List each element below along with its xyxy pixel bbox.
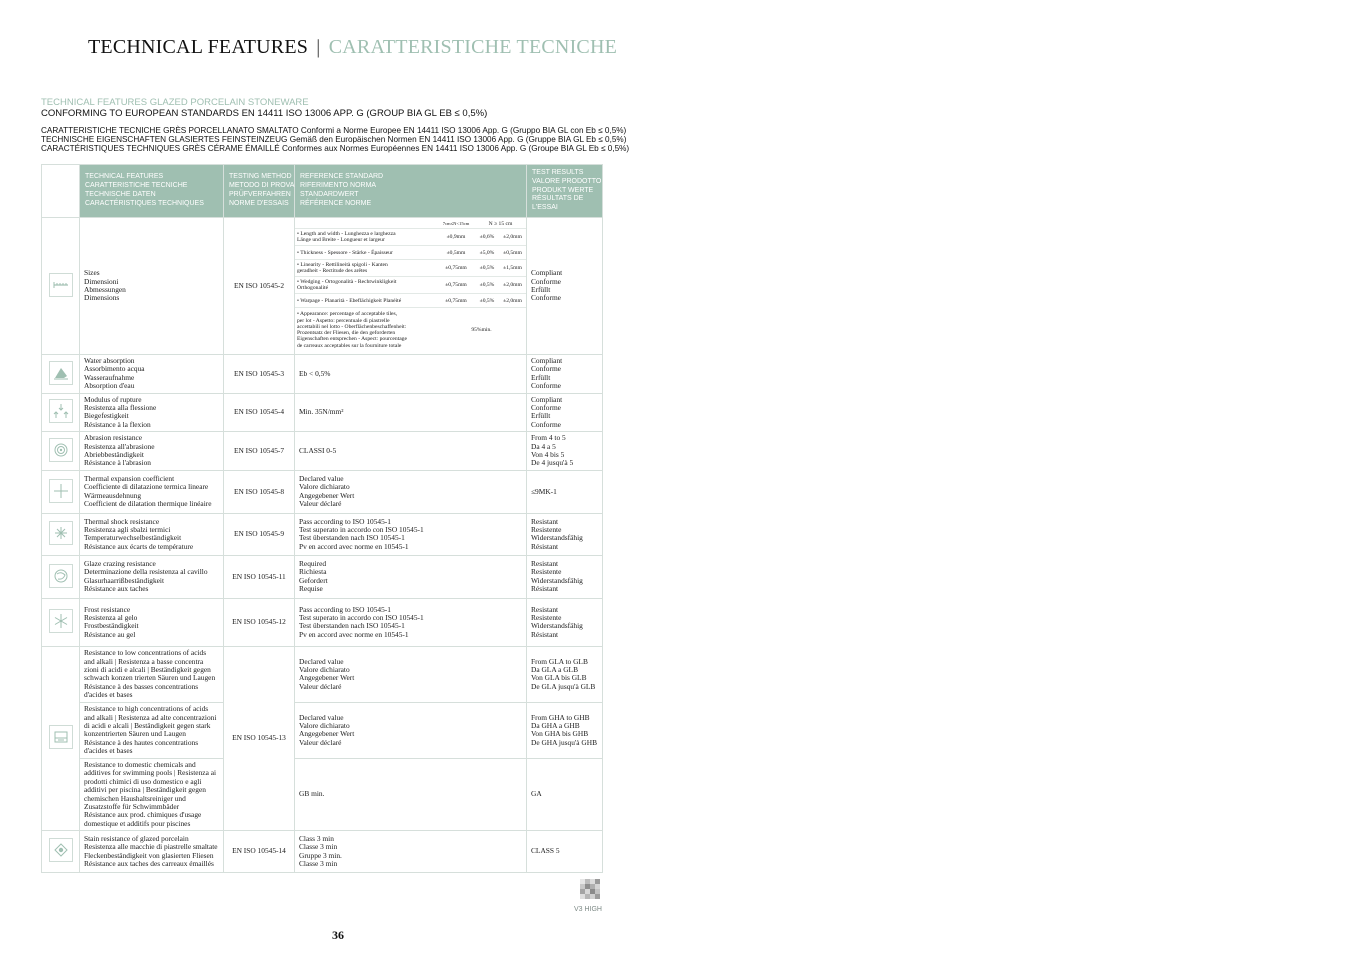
stain-result-1: CLASS 5 [531, 846, 560, 856]
ruler-icon [49, 273, 73, 297]
thermal-shock-reference-2: Test superato in accordo con ISO 10545-1 [299, 524, 424, 534]
abrasion-reference-1: CLASSI 0-5 [299, 445, 337, 455]
page-title [88, 36, 617, 59]
thermal-expansion-icon-cell [42, 470, 80, 513]
frost-feature [80, 598, 224, 646]
thermal-shock-feature-de: Temperaturwechselbeständigkeit [84, 533, 182, 543]
crazing-icon [49, 564, 73, 588]
stain-reference-3: Gruppe 3 min. [299, 850, 342, 860]
thermal-shock-feature-it: Resistenza agli sbalzi termici [84, 524, 171, 534]
stain-result [527, 831, 603, 873]
table-row-chemical-domestic [42, 758, 603, 830]
chemical-domestic-reference-1: GB min. [299, 789, 325, 799]
sizes-result-de: Erfüllt [531, 285, 551, 294]
thermal-shock-result-it: Resistente [531, 524, 562, 534]
sizes-appearance-label-3: accettabili nel lotto - Oberflächenbeschaffenheit: [297, 323, 407, 330]
sizes-row-warpage-v1: ±0,75mm [437, 294, 475, 308]
sizes-row-linearity [295, 260, 526, 277]
frost-reference-4: Pv en accord avec norme en 10545-1 [299, 629, 409, 639]
thermal-expansion-feature-de: Wärmeausdehnung [84, 490, 142, 500]
water-absorption-reference-1: Eb < 0,5% [299, 368, 331, 378]
sizes-row-thickness-v2: ±5,0% [475, 246, 499, 260]
crazing-reference-4: Requise [299, 584, 323, 594]
page-number: 36 [332, 928, 344, 942]
chemical-high-result-fr: De GHA jusqu'à GHB [531, 737, 597, 747]
chemical-low-reference-3: Angegebener Wert [299, 673, 355, 683]
sizes-result [527, 218, 603, 355]
stain-reference-4: Classe 3 min [299, 859, 338, 869]
water-absorption-icon-cell [42, 355, 80, 394]
chemical-domestic-feature-1: Resistance to domestic chemicals and [84, 759, 196, 769]
chemical-domestic-feature [80, 758, 224, 830]
header-method-en: TESTING METHOD [229, 173, 292, 181]
sizes-feature-fr: Dimensions [84, 293, 120, 303]
abrasion-feature-fr: Résistance à l'abrasion [84, 458, 152, 468]
chemical-low-feature-1: Resistance to low concentrations of acids [84, 648, 207, 658]
sizes-subtable-head [295, 220, 526, 229]
abrasion-icon-cell [42, 432, 80, 471]
sizes-subtable [295, 220, 526, 352]
thermal-expansion-reference-2: Valore dichiarato [299, 482, 350, 492]
chemical-high-result [527, 702, 603, 758]
thermal-expansion-reference-3: Angegebener Wert [299, 490, 355, 500]
thermal-expansion-result-1: ≤9MK-1 [531, 486, 557, 496]
header-features-en: TECHNICAL FEATURES [85, 173, 164, 181]
sizes-row-wedging-label-1: • Wedging - Ortogonalità - Rechtwinkligkeit [297, 279, 397, 286]
sizes-appearance-label-1: • Appearance: percentage of acceptable tiles, [297, 311, 398, 318]
thermal-expansion-reference-4: Valeur déclaré [299, 499, 342, 509]
stain-feature [80, 831, 224, 873]
sizes-result-fr: Conforme [531, 293, 561, 303]
chemical-domestic-feature-3: prodotti chimici di uso domestico e agli [84, 776, 202, 786]
sizes-appearance-label-5: Eigenschaften entsprechen - Aspect: pourcentage [297, 336, 407, 343]
thermal-shock-reference-4: Pv en accord avec norme en 10545-1 [299, 541, 409, 551]
frost-reference-3: Test überstanden nach ISO 10545-1 [299, 621, 405, 631]
sizes-appearance-value: 95%min. [437, 308, 526, 352]
sizes-row-linearity-v1: ±0,75mm [437, 260, 475, 277]
page-title-main: TECHNICAL FEATURES [88, 36, 309, 58]
chemical-low-reference-2: Valore dichiarato [299, 664, 350, 674]
chemical-domestic-feature-4: additivi per piscina | Beständigkeit gegen [84, 785, 206, 795]
chemical-low-reference-1: Declared value [299, 656, 344, 666]
chemical-high-feature [80, 702, 224, 758]
modulus-result-en: Compliant [531, 394, 563, 404]
abrasion-result [527, 432, 603, 471]
table-header-row [42, 165, 603, 218]
modulus-feature-it: Resistenza alla flessione [84, 403, 157, 413]
thermal-expansion-feature-it: Coefficiente di dilatazione termica lineare [84, 482, 209, 492]
table-row-modulus-of-rupture [42, 393, 603, 432]
chemical-high-result-de: Von GHA bis GHB [531, 729, 589, 739]
chemical-high-reference [295, 702, 527, 758]
sizes-feature [80, 218, 224, 355]
chemical-domestic-feature-6: Zusatzstoffe für Schwimmbäder [84, 801, 180, 811]
thermal-expansion-result [527, 470, 603, 513]
water-absorption-feature-de: Wasseraufnahme [84, 372, 135, 382]
sizes-feature-en: Sizes [84, 268, 100, 278]
modulus-icon-cell [42, 393, 80, 432]
chemical-low-result-fr: De GLA jusqu'à GLB [531, 681, 596, 691]
sizes-row-linearity-label-1: • Linearity - Rettilineità spigoli - Kanten [297, 262, 388, 269]
header-reference [295, 165, 527, 218]
header-method [224, 165, 295, 218]
stain-feature-de: Fleckenbeständigkeit von glasierten Fliesen [84, 850, 214, 860]
table-row-water-absorption [42, 355, 603, 394]
sizes-row-warpage-label: • Warpage - Planarità - Ebeflächigkeit Planéité [295, 294, 437, 308]
table-row-chemical-low [42, 646, 603, 702]
thermal-shock-reference [295, 513, 527, 555]
thermal-shock-feature [80, 513, 224, 555]
table-row-sizes [42, 218, 603, 355]
table-row-frost [42, 598, 603, 646]
sizes-appearance-label-2: per lot - Aspetto: percentuale di piastrelle [297, 317, 390, 324]
page-title-separator: | [316, 36, 321, 58]
thermal-shock-feature-fr: Résistance aux écarts de température [84, 541, 194, 551]
chemical-high-reference-4: Valeur déclaré [299, 737, 342, 747]
modulus-reference [295, 393, 527, 432]
sizes-appearance-label-4: Prozentsatz der Fliesen, die den geforderten [297, 330, 396, 337]
rupture-arrows-icon [49, 399, 73, 423]
stain-icon-cell [42, 831, 80, 873]
crazing-result-it: Resistente [531, 567, 562, 577]
frost-result-de: Widerstandsfähig [531, 621, 583, 631]
chemical-high-reference-3: Angegebener Wert [299, 729, 355, 739]
chemical-domestic-feature-7: Résistance aux prod. chimiques d'usage [84, 810, 202, 820]
frost-icon-cell [42, 598, 80, 646]
thermal-shock-icon [49, 521, 73, 545]
chemical-low-result [527, 646, 603, 702]
water-absorption-result-de: Erfüllt [531, 372, 551, 382]
crazing-result-en: Resistant [531, 559, 559, 569]
header-features-de: TECHNISCHE DATEN [85, 191, 156, 198]
chemical-low-feature-6: d'acides et bases [84, 690, 133, 700]
stain-reference-1: Class 3 min [299, 833, 334, 843]
thermal-expansion-method: EN ISO 10545-8 [224, 470, 295, 513]
chemical-domestic-result-1: GA [531, 789, 542, 799]
sizes-row-appearance [295, 308, 526, 352]
water-absorption-feature-it: Assorbimento acqua [84, 364, 145, 374]
thermal-expansion-icon [49, 479, 73, 503]
crazing-feature-fr: Résistance aux taches [84, 584, 149, 594]
chemical-domestic-feature-5: chemischen Haushaltsreiniger und [84, 793, 186, 803]
crazing-result [527, 555, 603, 598]
chemical-low-reference-4: Valeur déclaré [299, 681, 342, 691]
chemical-icon-cell [42, 646, 80, 830]
header-features [80, 165, 224, 218]
crazing-result-de: Widerstandsfähig [531, 575, 583, 585]
chemical-high-feature-3: di acidi e alcali | Beständigkeit gegen stark [84, 720, 211, 730]
header-results-fr: RÉSULTATS DE [532, 195, 584, 203]
thermal-shock-result [527, 513, 603, 555]
chemical-low-result-en: From GLA to GLB [531, 656, 588, 666]
abrasion-feature-en: Abrasion resistance [84, 433, 143, 443]
sizes-row-length-label [295, 229, 437, 246]
crazing-feature-en: Glaze crazing resistance [84, 559, 156, 569]
chemical-domestic-reference [295, 758, 527, 830]
abrasion-feature-de: Abriebbeständigkeit [84, 450, 144, 460]
chemical-high-reference-1: Declared value [299, 712, 344, 722]
frost-method: EN ISO 10545-12 [224, 598, 295, 646]
water-absorption-feature-en: Water absorption [84, 356, 135, 365]
chemical-low-feature-3: zioni di acidi e alcali | Beständigkeit gegen [84, 664, 211, 674]
abrasion-result-fr: De 4 jusqu'à 5 [531, 458, 574, 468]
table-row-thermal-expansion [42, 470, 603, 513]
header-method-de: PRÜFVERFAHREN [229, 191, 291, 198]
frost-reference-1: Pass according to ISO 10545-1 [299, 604, 391, 614]
section-multilang [41, 126, 629, 153]
header-icon-cell [42, 165, 80, 218]
section-subtitle: CONFORMING TO EUROPEAN STANDARDS EN 14411 ISO 13006 APP. G (GROUP BIA GL EB ≤ 0,5%) [41, 108, 488, 119]
modulus-feature [80, 393, 224, 432]
sizes-result-en: Compliant [531, 268, 563, 278]
sizes-row-wedging-v3: ±2,0mm [499, 277, 526, 294]
stain-icon [49, 838, 73, 862]
sizes-subtable-head-blank [295, 220, 437, 229]
sizes-row-length-v1: ±0,9mm [437, 229, 475, 246]
thermal-shock-reference-3: Test überstanden nach ISO 10545-1 [299, 533, 405, 543]
table-row-stain [42, 831, 603, 873]
water-absorption-result-it: Conforme [531, 364, 561, 374]
frost-result-it: Resistente [531, 612, 562, 622]
frost-feature-it: Resistenza al gelo [84, 612, 138, 622]
frost-feature-fr: Résistance au gel [84, 629, 136, 639]
sizes-row-linearity-label [295, 260, 437, 277]
sizes-row-linearity-v3: ±1,5mm [499, 260, 526, 277]
water-drop-icon [49, 361, 73, 385]
crazing-reference-2: Richiesta [299, 567, 327, 577]
thermal-expansion-reference [295, 470, 527, 513]
frost-feature-en: Frost resistance [84, 604, 131, 614]
thermal-shock-result-en: Resistant [531, 516, 559, 526]
stain-method: EN ISO 10545-14 [224, 831, 295, 873]
chemical-high-feature-6: d'acides et bases [84, 746, 133, 756]
chemical-low-reference [295, 646, 527, 702]
sizes-row-appearance-label [295, 308, 437, 352]
sizes-row-length [295, 229, 526, 246]
modulus-feature-de: Biegefestigkeit [84, 411, 129, 421]
modulus-result-fr: Conforme [531, 419, 561, 429]
sizes-row-wedging [295, 277, 526, 294]
sizes-col-head-1: 7cm≤N<15cm [442, 221, 470, 227]
header-reference-fr: RÉFÉRENCE NORME [300, 199, 372, 207]
sizes-feature-de: Abmessungen [84, 285, 126, 294]
abrasion-circle-icon [49, 438, 73, 462]
water-absorption-method: EN ISO 10545-3 [224, 355, 295, 394]
chemical-high-feature-2: and alkali | Resistenza ad alte concentrazioni [84, 712, 217, 722]
modulus-result [527, 393, 603, 432]
table-row-abrasion [42, 432, 603, 471]
sizes-row-warpage-v2: ±0,5% [475, 294, 499, 308]
table-row-thermal-shock [42, 513, 603, 555]
sizes-row-thickness-v1: ±0,5mm [437, 246, 475, 260]
header-reference-it: RIFERIMENTO NORMA [300, 182, 377, 190]
sizes-row-thickness-v3: ±0,5mm [499, 246, 526, 260]
sizes-row-wedging-label [295, 277, 437, 294]
section-title: TECHNICAL FEATURES GLAZED PORCELAIN STONEWARE [41, 97, 309, 108]
abrasion-method: EN ISO 10545-7 [224, 432, 295, 471]
sizes-row-linearity-v2: ±0,5% [475, 260, 499, 277]
thermal-shock-feature-en: Thermal shock resistance [84, 516, 160, 526]
brand-logo-icon [580, 879, 602, 901]
frost-result-fr: Résistant [531, 629, 559, 639]
chemical-low-result-de: Von GLA bis GLB [531, 673, 587, 683]
abrasion-reference [295, 432, 527, 471]
abrasion-feature-it: Resistenza all'abrasione [84, 441, 155, 451]
water-absorption-feature [80, 355, 224, 394]
page-title-sub: CARATTERISTICHE TECNICHE [328, 36, 618, 58]
stain-feature-it: Resistenza alle macchie di piastrelle smaltate [84, 842, 218, 852]
crazing-reference-1: Required [299, 559, 327, 569]
water-absorption-result-fr: Conforme [531, 381, 561, 391]
stain-feature-en: Stain resistance of glazed porcelain [84, 833, 189, 843]
section-multilang-fr: CARACTÉRISTIQUES TECHNIQUES GRÈS CÉRAME ÉMAILLÉ Conformes aux Normes Européennes EN 14411 ISO 13006 App. G (Groupe BIA GL Eb ≤ 0,5%) [41, 144, 630, 153]
modulus-reference-1: Min. 35N/mm² [299, 407, 344, 417]
stain-reference [295, 831, 527, 873]
chemical-high-result-it: Da GHA a GHB [531, 720, 580, 730]
frost-reference-2: Test superato in accordo con ISO 10545-1 [299, 612, 424, 622]
table-row-chemical-high [42, 702, 603, 758]
chemical-low-feature-2: and alkali | Resistenza a basse concentra [84, 656, 204, 666]
chemical-high-feature-4: konzentrierten Säuren und Laugen [84, 729, 186, 739]
chemical-low-feature-4: schwach konzen trierten Säuren und Laugen [84, 673, 216, 683]
frost-feature-de: Frostbeständigkeit [84, 621, 139, 631]
header-features-fr: CARACTÉRISTIQUES TECHNIQUES [85, 199, 204, 207]
crazing-feature-it: Determinazione della resistenza al cavillo [84, 567, 208, 577]
frost-result [527, 598, 603, 646]
modulus-method: EN ISO 10545-4 [224, 393, 295, 432]
chemical-low-feature-5: Résistance à des basses concentrations [84, 681, 199, 691]
thermal-shock-method: EN ISO 10545-9 [224, 513, 295, 555]
chemical-high-feature-5: Résistance à des hautes concentrations [84, 737, 199, 747]
technical-features-table [41, 164, 603, 873]
frost-result-en: Resistant [531, 604, 559, 614]
sizes-row-length-v3: ±2,0mm [499, 229, 526, 246]
section-multilang-de: TECHNISCHE EIGENSCHAFTEN GLASIERTES FEINSTEINZEUG Gemäß den Europäischen Normen EN 14411 ISO 13006 App. G (Gruppe BIA GL Eb ≤ 0,5%) [41, 135, 627, 144]
header-results-de: PRODUKT WERTE [532, 186, 594, 194]
crazing-method: EN ISO 10545-11 [224, 555, 295, 598]
water-absorption-feature-fr: Absorption d'eau [84, 381, 135, 391]
sizes-row-wedging-v1: ±0,75mm [437, 277, 475, 294]
chemical-domestic-feature-8: domestique et additifs pour piscines [84, 818, 191, 828]
thermal-expansion-feature [80, 470, 224, 513]
thermal-shock-reference-1: Pass according to ISO 10545-1 [299, 516, 391, 526]
chemical-domestic-feature-2: additives for swimming pools | Resistenza ai [84, 768, 217, 778]
modulus-feature-fr: Résistance à la flexion [84, 419, 151, 429]
sizes-row-linearity-label-2: geradheit - Rectitude des arêtes [297, 268, 368, 275]
crazing-icon-cell [42, 555, 80, 598]
chemical-domestic-result [527, 758, 603, 830]
modulus-result-it: Conforme [531, 403, 561, 413]
frost-reference [295, 598, 527, 646]
abrasion-feature [80, 432, 224, 471]
water-absorption-result [527, 355, 603, 394]
thermal-shock-icon-cell [42, 513, 80, 555]
chemical-resistance-icon [49, 725, 73, 749]
stain-reference-2: Classe 3 min [299, 842, 338, 852]
sizes-appearance-label-6: de carreaux acceptables sur la fourniture totale [297, 342, 402, 349]
chemical-method: EN ISO 10545-13 [224, 646, 295, 830]
sizes-row-thickness [295, 246, 526, 260]
header-reference-en: REFERENCE STANDARD [300, 173, 384, 181]
crazing-reference [295, 555, 527, 598]
sizes-row-thickness-label: • Thickness - Spessore - Stärke - Épaisseur [295, 246, 437, 260]
header-results [527, 165, 603, 218]
sizes-icon-cell [42, 218, 80, 355]
sizes-row-length-label-2: Länge und Breite - Longueur et largeur [297, 237, 385, 244]
thermal-expansion-feature-fr: Coefficient de dilatation thermique linéaire [84, 499, 212, 509]
abrasion-result-it: Da 4 a 5 [531, 441, 556, 451]
sizes-col-head-2: N ≥ 15 cm [488, 221, 513, 228]
header-method-it: METODO DI PROVA [229, 182, 295, 190]
table-row-glaze-crazing [42, 555, 603, 598]
chemical-high-result-en: From GHA to GHB [531, 712, 590, 722]
brand-name: V3 HIGH [573, 906, 602, 913]
section-multilang-it: CARATTERISTICHE TECNICHE GRÈS PORCELLANATO SMALTATO Conformi a Norme Europee EN 14411 ISO 13006 App. G (Gruppo BIA GL con Eb ≤ 0,5%) [41, 126, 627, 135]
sizes-method: EN ISO 10545-2 [224, 218, 295, 355]
sizes-row-warpage [295, 294, 526, 308]
header-results-it: VALORE PRODOTTO [532, 177, 602, 185]
thermal-shock-result-de: Widerstandsfähig [531, 533, 583, 543]
sizes-row-warpage-v3: ±2,0mm [499, 294, 526, 308]
sizes-row-length-label-1: • Length and width - Lunghezza e larghezza [297, 231, 396, 238]
sizes-result-it: Conforme [531, 276, 561, 286]
chemical-high-feature-1: Resistance to high concentrations of acids [84, 704, 209, 714]
crazing-feature-de: Glasurhaarrißbeständigkeit [84, 575, 165, 585]
header-reference-de: STANDARDWERT [300, 191, 359, 198]
chemical-low-result-it: Da GLA a GLB [531, 664, 579, 674]
frost-icon [49, 609, 73, 633]
sizes-feature-it: Dimensioni [84, 276, 119, 286]
thermal-expansion-feature-en: Thermal expansion coefficient [84, 474, 175, 484]
crazing-result-fr: Résistant [531, 584, 559, 594]
sizes-row-wedging-v2: ±0,5% [475, 277, 499, 294]
header-method-fr: NORME D'ESSAIS [229, 199, 289, 207]
crazing-reference-3: Gefordert [299, 575, 328, 585]
sizes-row-wedging-label-2: Orthogonalité [297, 285, 329, 292]
water-absorption-reference [295, 355, 527, 394]
chemical-low-feature [80, 646, 224, 702]
sizes-row-length-v2: ±0,6% [475, 229, 499, 246]
modulus-result-de: Erfüllt [531, 411, 551, 421]
chemical-high-reference-2: Valore dichiarato [299, 720, 350, 730]
abrasion-result-en: From 4 to 5 [531, 433, 566, 443]
sizes-reference [295, 218, 527, 355]
modulus-feature-en: Modulus of rupture [84, 394, 142, 404]
header-results-fr-2: L'ESSAI [532, 204, 558, 212]
water-absorption-result-en: Compliant [531, 356, 563, 365]
header-features-it: CARATTERISTICHE TECNICHE [85, 182, 188, 190]
thermal-shock-result-fr: Résistant [531, 541, 559, 551]
abrasion-result-de: Von 4 bis 5 [531, 450, 565, 460]
stain-feature-fr: Résistance aux taches des carreaux émaillés [84, 859, 214, 869]
header-results-en: TEST RESULTS [532, 169, 584, 176]
thermal-expansion-reference-1: Declared value [299, 474, 344, 484]
crazing-feature [80, 555, 224, 598]
